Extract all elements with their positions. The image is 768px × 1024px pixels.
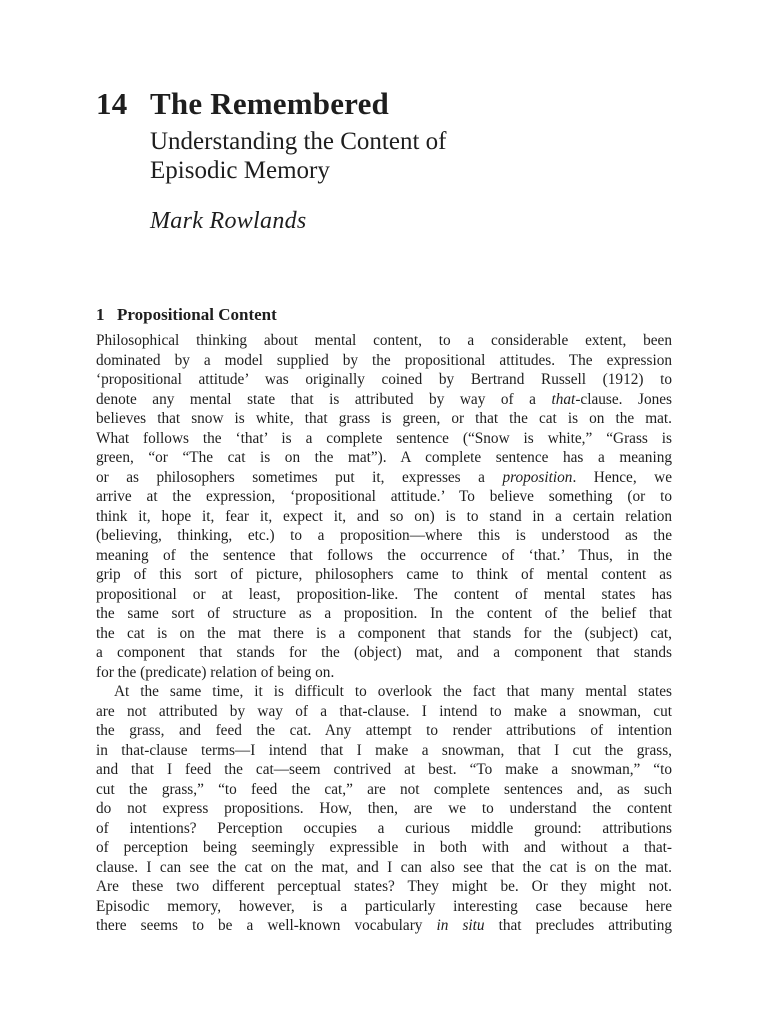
- emphasis-text: that: [551, 390, 576, 408]
- body-line: of intentions? Perception occupies a curious middle ground: attributions: [96, 819, 672, 837]
- body-line: Philosophical thinking about mental content, to a considerable extent, been: [96, 332, 672, 349]
- body-line: the same sort of structure as a proposition. In the content of the belief that: [96, 605, 672, 622]
- chapter-subtitle-line: Understanding the Content of: [150, 128, 447, 155]
- body-line: What follows the ‘that’ is a complete sentence (“Snow is white,” “Grass is: [96, 429, 672, 447]
- body-line: Episodic memory, however, is a particularly interesting case because here: [96, 897, 672, 915]
- section-heading: [96, 303, 277, 327]
- chapter-title: The Remembered: [150, 86, 389, 121]
- body-line: the cat is on the mat there is a component that stands for the (subject) cat,: [96, 624, 672, 642]
- chapter-subtitle-line: Episodic Memory: [150, 157, 330, 184]
- body-line: propositional or at least, proposition-like. The content of mental states has: [96, 585, 672, 603]
- emphasis-text: in situ: [436, 917, 485, 934]
- chapter-subtitle: [150, 127, 676, 185]
- chapter-title-line: [96, 84, 676, 124]
- body-line: green, “or “The cat is on the mat”). A complete sentence has a meaning: [96, 449, 672, 466]
- body-line: the grass, and feed the cat. Any attempt to render attributions of intention: [96, 722, 672, 739]
- body-line: Are these two different perceptual states? They might be. Or they might not.: [96, 878, 672, 895]
- body-line: in that-clause terms—I intend that I make a snowman, that I cut the grass,: [96, 741, 672, 759]
- body-line: are not attributed by way of a that-clause. I intend to make a snowman, cut: [96, 702, 672, 720]
- chapter-number: 14: [96, 86, 128, 121]
- body-line: believes that snow is white, that grass is green, or that the cat is on the mat.: [96, 410, 672, 427]
- body-line: arrive at the expression, ‘propositional attitude.’ To believe something (or to: [96, 488, 672, 505]
- chapter-author: Mark Rowlands: [150, 208, 307, 234]
- body-line: dominated by a model supplied by the propositional attitudes. The expression: [96, 351, 672, 369]
- body-line: of perception being seemingly expressible in both with and without a that-: [96, 839, 672, 856]
- body-line: think it, hope it, fear it, expect it, and so on) is to stand in a certain relation: [96, 507, 672, 525]
- section-title: Propositional Content: [117, 305, 277, 324]
- body-line: or as philosophers sometimes put it, expresses a proposition. Hence, we: [96, 468, 673, 486]
- body-line: At the same time, it is difficult to overlook the fact that many mental states: [114, 683, 672, 700]
- body-line: and that I feed the cat—seem contrived at best. “To make a snowman,” “to: [96, 761, 672, 778]
- chapter-header: [96, 84, 676, 236]
- body-line: do not express propositions. How, then, are we to understand the content: [96, 800, 672, 817]
- body-line: there seems to be a well-known vocabulary in situ that precludes attributing: [96, 917, 673, 934]
- body-line: denote any mental state that is attributed by way of a that-clause. Jones: [96, 390, 672, 408]
- body-line: ‘propositional attitude’ was originally coined by Bertrand Russell (1912) to: [96, 371, 672, 388]
- emphasis-text: proposition: [502, 468, 573, 486]
- body-line: for the (predicate) relation of being on.: [96, 663, 335, 681]
- body-text: [96, 331, 672, 936]
- body-line: (believing, thinking, etc.) to a proposition—where this is understood as the: [96, 527, 672, 544]
- body-line: a component that stands for the (object) mat, and a component that stands: [96, 644, 672, 661]
- section-number: 1: [96, 305, 105, 324]
- body-line: clause. I can see the cat on the mat, and I can also see that the cat is on the mat.: [96, 858, 672, 876]
- body-line: grip of this sort of picture, philosophers came to think of mental content as: [96, 566, 672, 583]
- body-line: cut the grass,” “to feed the cat,” are not complete sentences and, as such: [96, 780, 672, 798]
- body-line: meaning of the sentence that follows the occurrence of ‘that.’ Thus, in the: [96, 546, 672, 564]
